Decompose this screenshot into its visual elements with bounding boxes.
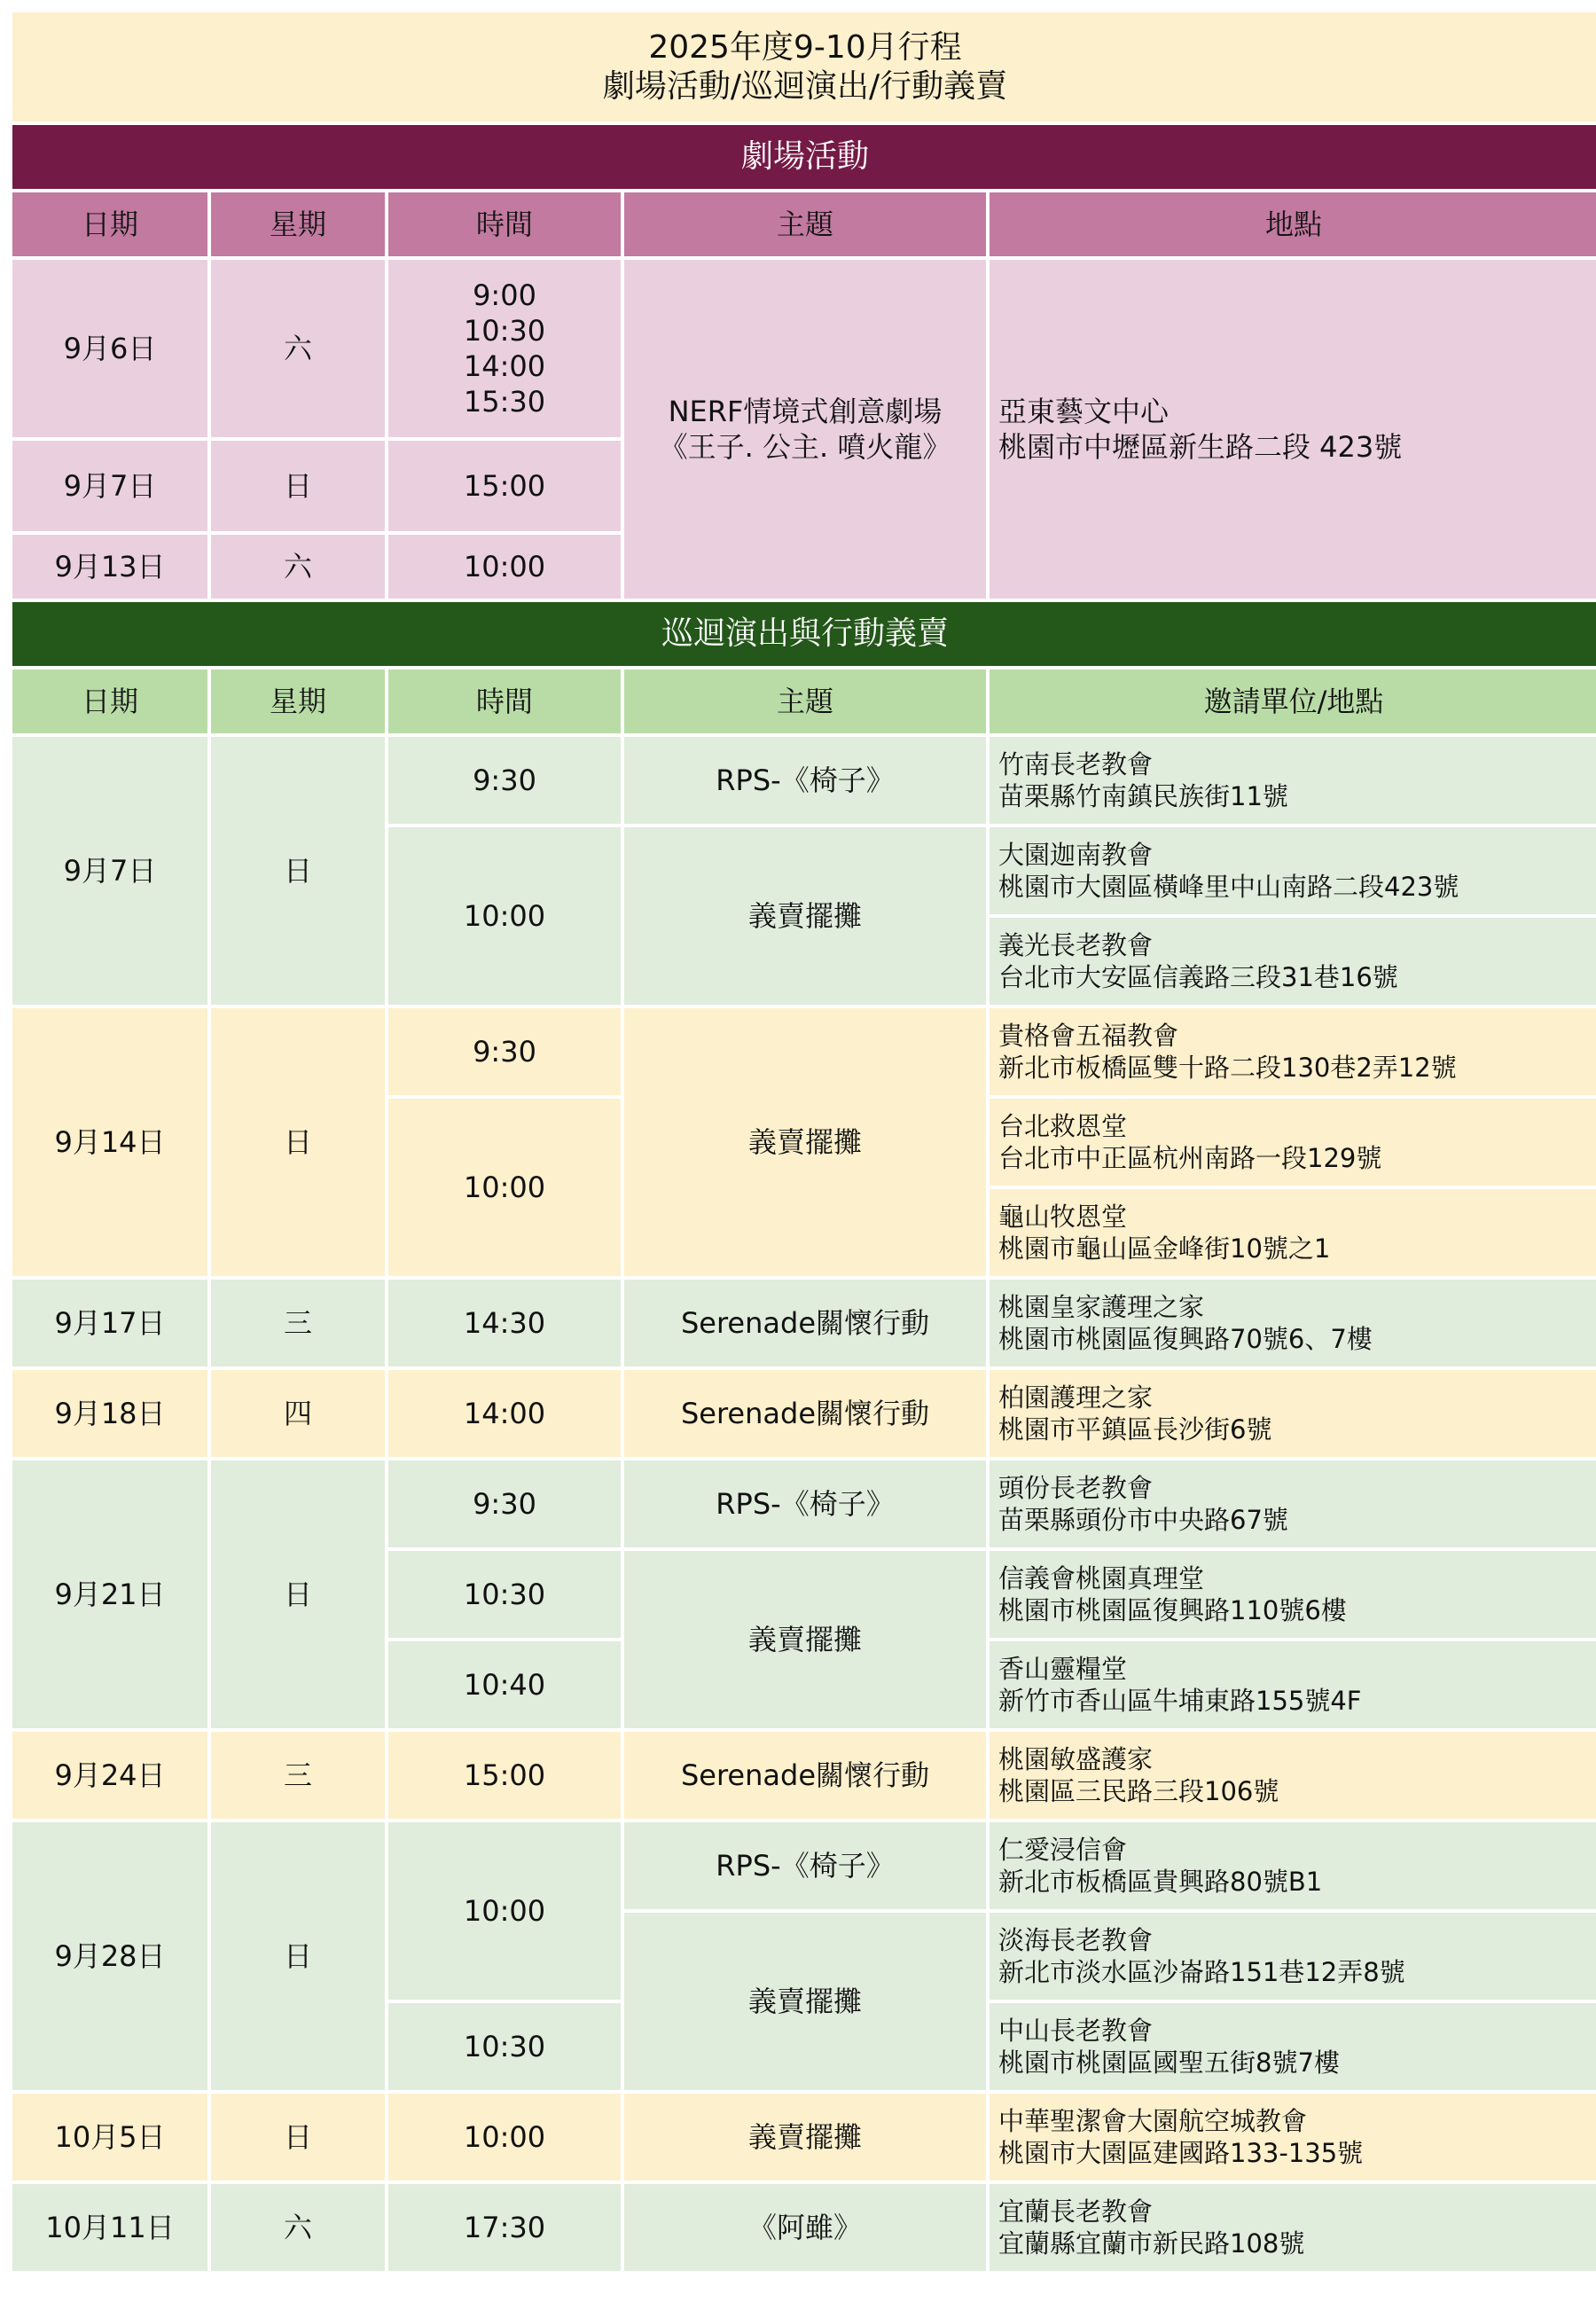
location-address: 新竹市香山區牛埔東路155號4F bbox=[998, 1686, 1362, 1716]
weekday-cell: 四 bbox=[211, 1370, 385, 1457]
weekday-cell: 日 bbox=[211, 737, 385, 1005]
title-line-2: 劇場活動/巡迴演出/行動義賣 bbox=[602, 67, 1008, 105]
location-cell bbox=[990, 1099, 1596, 1186]
time-cell: 9:30 bbox=[388, 1460, 621, 1547]
location-cell bbox=[990, 2003, 1596, 2090]
location-address: 桃園市桃園區國聖五街8號7樓 bbox=[998, 2048, 1340, 2078]
location-address: 苗栗縣竹南鎮民族街11號 bbox=[998, 781, 1288, 811]
header-time: 時間 bbox=[388, 669, 621, 733]
header-weekday: 星期 bbox=[211, 192, 385, 256]
location-name: 中華聖潔會大園航空城教會 bbox=[998, 2106, 1308, 2136]
time-cell: 10:40 bbox=[388, 1641, 621, 1728]
time-value: 10:30 bbox=[463, 314, 546, 348]
weekday-cell: 六 bbox=[211, 2184, 385, 2271]
date-cell: 9月18日 bbox=[12, 1370, 207, 1457]
location-address: 新北市板橋區雙十路二段130巷2弄12號 bbox=[998, 1053, 1457, 1083]
topic-cell: RPS-《椅子》 bbox=[624, 1822, 986, 1909]
location-address: 桃園市平鎮區長沙街6號 bbox=[998, 1414, 1272, 1445]
date-cell: 9月17日 bbox=[12, 1280, 207, 1366]
date-cell: 10月5日 bbox=[12, 2094, 207, 2181]
location-cell bbox=[990, 1370, 1596, 1457]
tour-section-title: 巡迴演出與行動義賣 bbox=[12, 602, 1596, 666]
location-cell bbox=[990, 260, 1596, 599]
date-cell: 9月7日 bbox=[12, 441, 207, 531]
table-row bbox=[12, 1460, 1596, 1547]
weekday-cell: 日 bbox=[211, 441, 385, 531]
location-address: 新北市板橋區貴興路80號B1 bbox=[998, 1867, 1323, 1897]
topic-line: NERF情境式創意劇場 bbox=[668, 395, 943, 428]
date-cell: 10月11日 bbox=[12, 2184, 207, 2271]
location-name: 義光長老教會 bbox=[998, 930, 1154, 960]
date-cell: 9月24日 bbox=[12, 1732, 207, 1819]
time-cell: 15:00 bbox=[388, 1732, 621, 1819]
schedule-table bbox=[9, 9, 1596, 2275]
time-cell: 10:00 bbox=[388, 535, 621, 599]
location-name: 桃園敏盛護家 bbox=[998, 1744, 1154, 1774]
table-row bbox=[12, 1370, 1596, 1457]
location-cell bbox=[990, 2184, 1596, 2271]
weekday-cell: 三 bbox=[211, 1280, 385, 1366]
location-address: 台北市大安區信義路三段31巷16號 bbox=[998, 962, 1398, 992]
location-cell bbox=[990, 1280, 1596, 1366]
location-name: 香山靈糧堂 bbox=[998, 1654, 1128, 1684]
location-name: 桃園皇家護理之家 bbox=[998, 1292, 1205, 1322]
table-row bbox=[12, 1280, 1596, 1366]
topic-cell: 義賣擺攤 bbox=[624, 2094, 986, 2181]
location-cell bbox=[990, 2094, 1596, 2181]
location-cell bbox=[990, 1641, 1596, 1728]
location-name: 仁愛浸信會 bbox=[998, 1835, 1128, 1865]
table-row bbox=[12, 260, 1596, 437]
time-cell: 10:30 bbox=[388, 1551, 621, 1638]
table-row bbox=[12, 2184, 1596, 2271]
topic-cell: RPS-《椅子》 bbox=[624, 1460, 986, 1547]
time-cell: 15:00 bbox=[388, 441, 621, 531]
time-cell: 9:30 bbox=[388, 737, 621, 824]
location-name: 竹南長老教會 bbox=[998, 749, 1154, 779]
location-address: 桃園市桃園區復興路70號6、7樓 bbox=[998, 1324, 1373, 1354]
location-address: 桃園市龜山區金峰街10號之1 bbox=[998, 1233, 1331, 1264]
header-time: 時間 bbox=[388, 192, 621, 256]
header-location: 邀請單位/地點 bbox=[990, 669, 1596, 733]
time-cell: 10:00 bbox=[388, 827, 621, 1005]
location-address: 桃園市中壢區新生路二段 423號 bbox=[998, 430, 1403, 464]
table-row bbox=[12, 1822, 1596, 1909]
location-cell bbox=[990, 1732, 1596, 1819]
weekday-cell: 六 bbox=[211, 535, 385, 599]
location-name: 淡海長老教會 bbox=[998, 1925, 1154, 1955]
time-cell: 17:30 bbox=[388, 2184, 621, 2271]
table-row bbox=[12, 2094, 1596, 2181]
table-row bbox=[12, 1008, 1596, 1095]
location-name: 大園迦南教會 bbox=[998, 840, 1154, 870]
location-address: 新北市淡水區沙崙路151巷12弄8號 bbox=[998, 1957, 1405, 1987]
location-cell bbox=[990, 827, 1596, 914]
topic-cell bbox=[624, 260, 986, 599]
time-cell bbox=[388, 260, 621, 437]
location-name: 中山長老教會 bbox=[998, 2016, 1154, 2046]
theatre-header-row bbox=[12, 192, 1596, 256]
table-row bbox=[12, 1732, 1596, 1819]
location-cell bbox=[990, 1822, 1596, 1909]
title-banner bbox=[12, 12, 1596, 121]
topic-cell: 義賣擺攤 bbox=[624, 1551, 986, 1728]
date-cell: 9月14日 bbox=[12, 1008, 207, 1276]
location-name: 台北救恩堂 bbox=[998, 1111, 1128, 1141]
topic-cell: Serenade關懷行動 bbox=[624, 1732, 986, 1819]
location-cell bbox=[990, 1551, 1596, 1638]
time-value: 14:00 bbox=[463, 349, 546, 383]
topic-cell: 義賣擺攤 bbox=[624, 1913, 986, 2090]
location-address: 苗栗縣頭份市中央路67號 bbox=[998, 1505, 1288, 1535]
location-address: 桃園市桃園區復興路110號6樓 bbox=[998, 1595, 1347, 1625]
time-cell: 10:00 bbox=[388, 1099, 621, 1276]
location-name: 信義會桃園真理堂 bbox=[998, 1563, 1205, 1593]
time-value: 9:00 bbox=[473, 278, 536, 312]
header-topic: 主題 bbox=[624, 192, 986, 256]
time-cell: 9:30 bbox=[388, 1008, 621, 1095]
location-cell bbox=[990, 1460, 1596, 1547]
topic-cell: RPS-《椅子》 bbox=[624, 737, 986, 824]
location-address: 桃園區三民路三段106號 bbox=[998, 1776, 1279, 1806]
location-address: 桃園市大園區橫峰里中山南路二段423號 bbox=[998, 872, 1459, 902]
table-row bbox=[12, 737, 1596, 824]
time-cell: 10:00 bbox=[388, 1822, 621, 2000]
location-cell bbox=[990, 1913, 1596, 2000]
time-cell: 14:30 bbox=[388, 1280, 621, 1366]
weekday-cell: 三 bbox=[211, 1732, 385, 1819]
location-name: 頭份長老教會 bbox=[998, 1473, 1154, 1503]
time-value: 15:30 bbox=[463, 385, 546, 419]
date-cell: 9月21日 bbox=[12, 1460, 207, 1728]
topic-cell: 義賣擺攤 bbox=[624, 827, 986, 1005]
location-name: 宜蘭長老教會 bbox=[998, 2196, 1154, 2227]
location-name: 龜山牧恩堂 bbox=[998, 1202, 1128, 1232]
location-address: 桃園市大園區建國路133-135號 bbox=[998, 2138, 1364, 2168]
date-cell: 9月28日 bbox=[12, 1822, 207, 2090]
date-cell: 9月13日 bbox=[12, 535, 207, 599]
location-cell bbox=[990, 1008, 1596, 1095]
tour-header-row bbox=[12, 669, 1596, 733]
time-cell: 14:00 bbox=[388, 1370, 621, 1457]
location-cell bbox=[990, 737, 1596, 824]
weekday-cell: 六 bbox=[211, 260, 385, 437]
header-weekday: 星期 bbox=[211, 669, 385, 733]
location-address: 宜蘭縣宜蘭市新民路108號 bbox=[998, 2228, 1305, 2259]
header-location: 地點 bbox=[990, 192, 1596, 256]
weekday-cell: 日 bbox=[211, 2094, 385, 2181]
header-date: 日期 bbox=[12, 669, 207, 733]
date-cell: 9月6日 bbox=[12, 260, 207, 437]
weekday-cell: 日 bbox=[211, 1008, 385, 1276]
location-address: 台北市中正區杭州南路一段129號 bbox=[998, 1143, 1382, 1173]
header-date: 日期 bbox=[12, 192, 207, 256]
title-line-1: 2025年度9-10月行程 bbox=[648, 28, 962, 66]
topic-cell: 《阿雖》 bbox=[624, 2184, 986, 2271]
location-cell bbox=[990, 918, 1596, 1005]
weekday-cell: 日 bbox=[211, 1460, 385, 1728]
time-cell: 10:00 bbox=[388, 2094, 621, 2181]
location-name: 貴格會五福教會 bbox=[998, 1021, 1179, 1051]
date-cell: 9月7日 bbox=[12, 737, 207, 1005]
topic-cell: Serenade關懷行動 bbox=[624, 1280, 986, 1366]
theatre-section-title: 劇場活動 bbox=[12, 125, 1596, 189]
topic-cell: 義賣擺攤 bbox=[624, 1008, 986, 1276]
header-topic: 主題 bbox=[624, 669, 986, 733]
location-name: 柏園護理之家 bbox=[998, 1382, 1154, 1413]
location-cell bbox=[990, 1189, 1596, 1276]
topic-line: 《王子. 公主. 噴火龍》 bbox=[659, 430, 951, 464]
time-cell: 10:30 bbox=[388, 2003, 621, 2090]
location-name: 亞東藝文中心 bbox=[998, 395, 1170, 428]
topic-cell: Serenade關懷行動 bbox=[624, 1370, 986, 1457]
weekday-cell: 日 bbox=[211, 1822, 385, 2090]
